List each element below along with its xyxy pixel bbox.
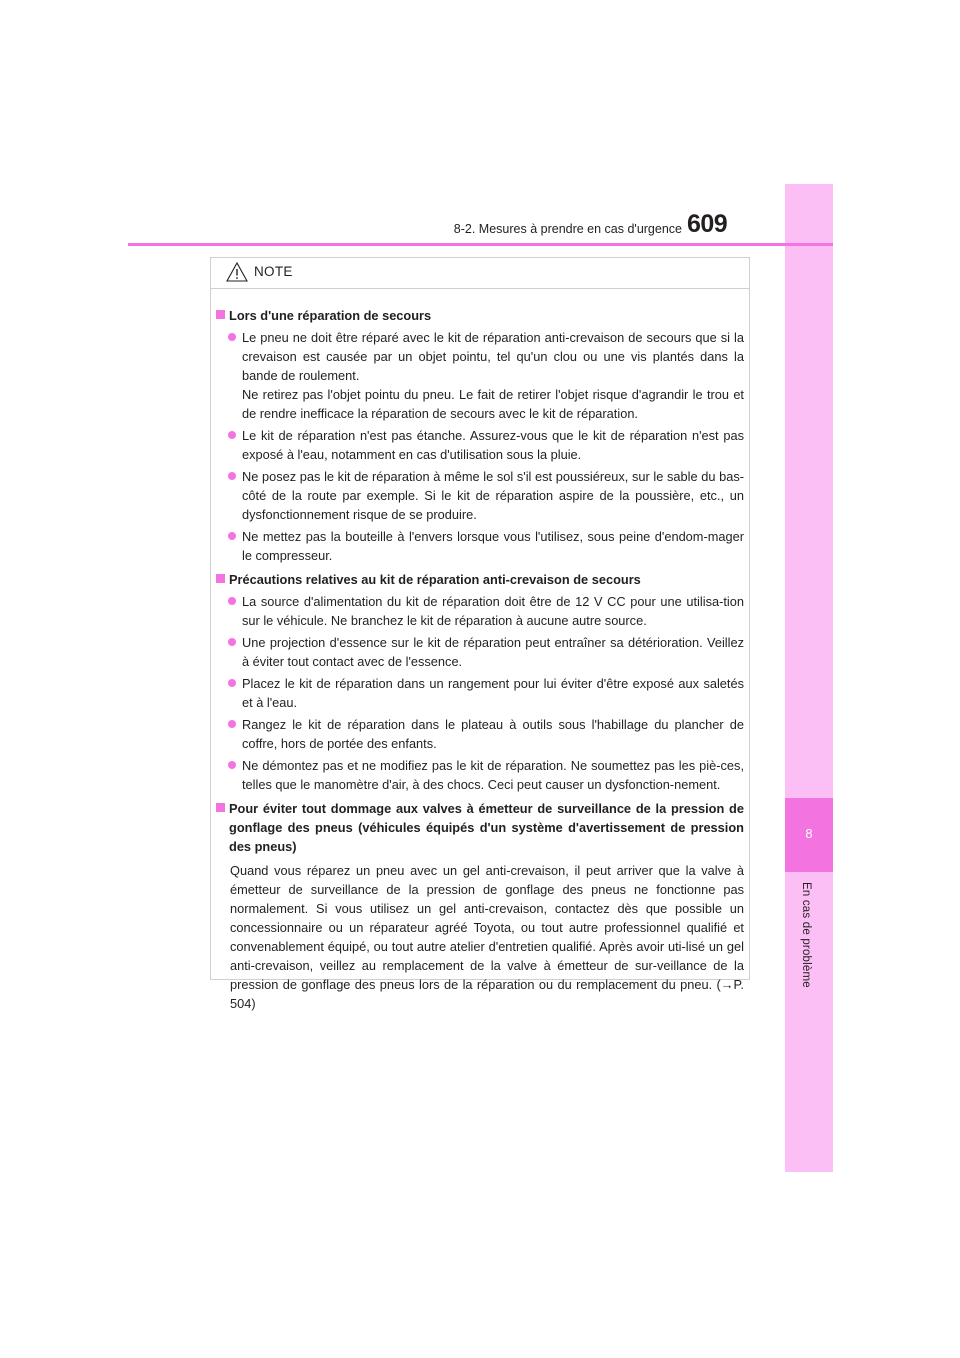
section-heading: [216, 799, 744, 856]
section-title: 8-2. Mesures à prendre en cas d'urgence: [453, 222, 682, 236]
bullet-list: [216, 328, 744, 565]
square-bullet-icon: [216, 310, 225, 319]
bullet-dot-icon: [228, 720, 236, 728]
bullet-dot-icon: [228, 638, 236, 646]
square-bullet-icon: [216, 803, 225, 812]
bullet-text: Le pneu ne doit être réparé avec le kit de réparation anti-crevaison de secours que si la crevaison est causée par un objet pointu, tel qu'un clou ou une vis plantés dans la bande de roulement. Ne retirez pas l'objet pointu du pneu. Le fait de retirer l'objet risque d'agrandir le trou et de rendre inefficace la réparation de secours avec le kit de réparation.: [242, 330, 744, 421]
bullet-dot-icon: [228, 761, 236, 769]
bullet-dot-icon: [228, 597, 236, 605]
bullet-dot-icon: [228, 679, 236, 687]
bullet-item: [216, 592, 744, 630]
chapter-number: 8: [805, 826, 813, 841]
bullet-text: Une projection d'essence sur le kit de réparation peut entraîner sa détérioration. Veillez à éviter tout contact avec de l'essence.: [242, 635, 744, 669]
bullet-item: [216, 328, 744, 423]
bullet-item: [216, 715, 744, 753]
section-heading: [216, 306, 744, 325]
warning-triangle-icon: [226, 262, 248, 282]
bullet-text: Placez le kit de réparation dans un rangement pour lui éviter d'être exposé aux saletés et à l'eau.: [242, 676, 744, 710]
bullet-text: Rangez le kit de réparation dans le plateau à outils sous l'habillage du plancher de coffre, hors de portée des enfants.: [242, 717, 744, 751]
note-body: [216, 302, 744, 1013]
bullet-list: [216, 592, 744, 794]
bullet-text: Ne démontez pas et ne modifiez pas le kit de réparation. Ne soumettez pas les piè-ces, telles que le manomètre d'air, à des chocs. Ceci peut causer un dysfonction-nement.: [242, 758, 744, 792]
bullet-item: [216, 633, 744, 671]
bullet-dot-icon: [228, 333, 236, 341]
bullet-item: [216, 467, 744, 524]
section-heading-text: Pour éviter tout dommage aux valves à émetteur de surveillance de la pression de gonflage des pneus (véhicules équipés d'un système d'avertissement de pression des pneus): [229, 801, 744, 854]
note-box: [210, 257, 750, 1011]
note-header: [211, 258, 749, 289]
section-paragraph: Quand vous réparez un pneu avec un gel anti-crevaison, il peut arriver que la valve à émetteur de surveillance de la pression de gonflage des pneus ne fonctionne pas normalement. Si vous utilisez un gel anti-crevaison, contactez dès que possible un concessionnaire ou un réparateur agréé Toyota, ou tout autre professionnel qualifié et convenablement équipé, ou tout autre atelier d'entretien qualifié. Après avoir uti-lisé un gel anti-crevaison, veillez au remplacement de la valve à émetteur de sur-veillance de la pression de gonflage des pneus lors de la réparation ou du remplacement du pneu. (→P. 504): [230, 863, 744, 1011]
bullet-item: [216, 674, 744, 712]
square-bullet-icon: [216, 574, 225, 583]
chapter-side-tab: [785, 184, 833, 1172]
bullet-text: La source d'alimentation du kit de réparation doit être de 12 V CC pour une utilisa-tion sur le véhicule. Ne branchez le kit de réparation à aucune autre source.: [242, 594, 744, 628]
bullet-dot-icon: [228, 532, 236, 540]
bullet-text: Ne posez pas le kit de réparation à même le sol s'il est poussiéreux, sur le sable du bas-côté de la route par exemple. Si le kit de réparation aspire de la poussière, etc., un dysfonctionnement risque de se produire.: [242, 469, 744, 522]
bullet-item: [216, 527, 744, 565]
header-divider: [128, 243, 833, 246]
page-number: 609: [687, 210, 728, 238]
section-heading-text: Lors d'une réparation de secours: [229, 308, 432, 323]
bullet-text: Le kit de réparation n'est pas étanche. Assurez-vous que le kit de réparation n'est pas exposé à l'eau, notamment en cas d'utilisation sous la pluie.: [242, 428, 744, 462]
bullet-text: Ne mettez pas la bouteille à l'envers lorsque vous l'utilisez, sous peine d'endom-mager le compresseur.: [242, 529, 744, 563]
bullet-item: [216, 756, 744, 794]
bullet-dot-icon: [228, 472, 236, 480]
note-label: NOTE: [254, 264, 293, 279]
section-heading: [216, 570, 744, 589]
bullet-dot-icon: [228, 431, 236, 439]
chapter-title: En cas de problème: [800, 882, 812, 988]
bullet-item: [216, 426, 744, 464]
section-heading-text: Précautions relatives au kit de réparation anti-crevaison de secours: [229, 572, 641, 587]
